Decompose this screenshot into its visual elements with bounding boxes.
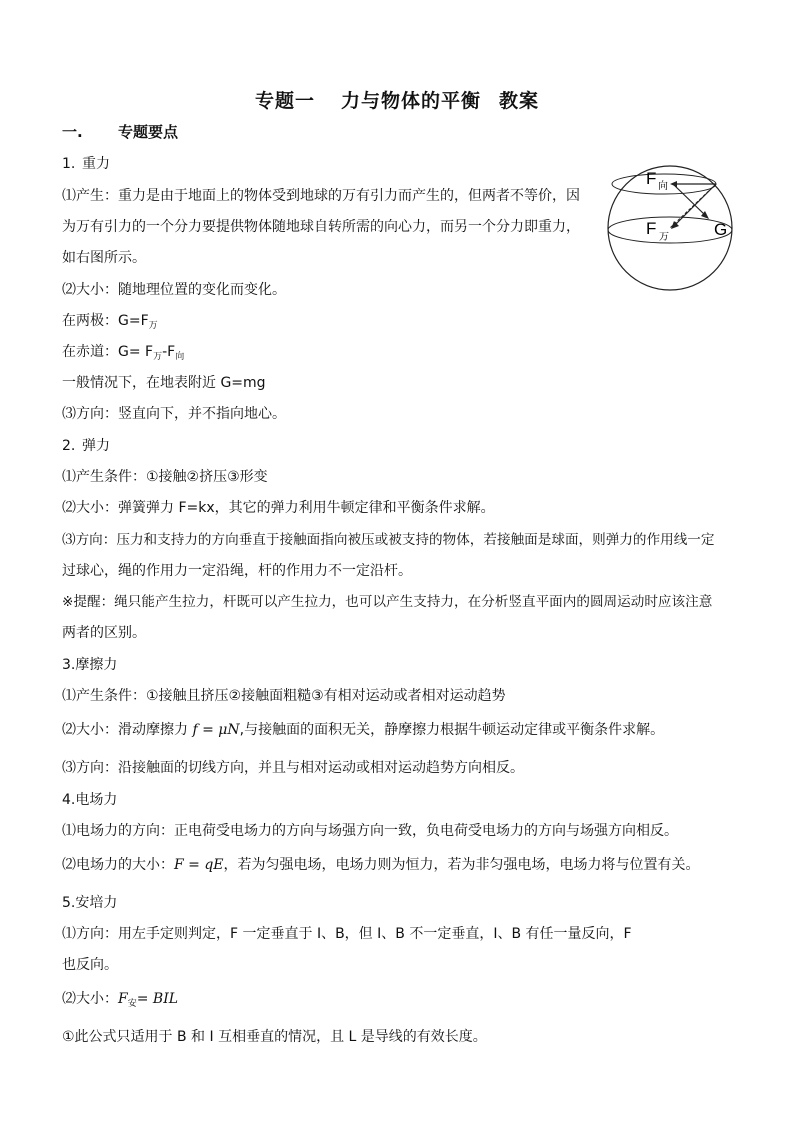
friction-p2 — [62, 720, 664, 740]
ampere-note: ①此公式只适用于 B 和 I 互相垂直的情况，且 L 是导线的有效长度。 — [62, 1029, 487, 1045]
ampere-formula-rest: = BIL — [136, 991, 179, 1007]
elastic-heading-num: 2. — [62, 438, 76, 454]
electric-p2 — [62, 855, 700, 875]
gravity-heading-num: 1. — [62, 156, 76, 172]
gravity-p3: ⑶方向：竖直向下，并不指向地心。 — [62, 406, 286, 422]
gravity-poles-sub: 万 — [148, 321, 158, 331]
gravity-p2: ⑵大小：随地理位置的变化而变化。 — [62, 282, 286, 298]
gravity-p1-line1: ⑴产生：重力是由于地面上的物体受到地球的万有引力而产生的，但两者不等价，因 — [62, 188, 580, 204]
gravity-heading-label: 重力 — [82, 156, 110, 172]
label-f-centripetal: F — [646, 169, 657, 188]
electric-formula: F = qE — [174, 857, 224, 873]
elastic-tip-line2: 两者的区别。 — [62, 625, 146, 641]
electric-p2-rest: ，若为匀强电场，电场力则为恒力，若为非匀强电场，电场力将与位置有关。 — [223, 857, 700, 873]
gravity-equator — [62, 342, 184, 364]
friction-heading: 3.摩擦力 — [62, 657, 118, 673]
electric-p1: ⑴电场力的方向：正电荷受电场力的方向与场强方向一致，负电荷受电场力的方向与场强方向相反。 — [62, 823, 678, 839]
elastic-p3-line1: ⑶方向：压力和支持力的方向垂直于接触面指向被压或被支持的物体，若接触面是球面，则弹力的作用线一定 — [62, 532, 715, 548]
page-title — [0, 86, 794, 113]
elastic-tip-line1: ※提醒：绳只能产生拉力，杆既可以产生拉力，也可以产生支持力，在分析竖直平面内的圆周运动时应该注意 — [62, 594, 713, 610]
elastic-p1: ⑴产生条件：①接触②挤压③形变 — [62, 469, 268, 485]
title-part1: 专题一 — [254, 90, 315, 112]
ampere-heading: 5.安培力 — [62, 895, 118, 911]
friction-p2-rest: ,与接触面的面积无关，静摩擦力根据牛顿运动定律或平衡条件求解。 — [239, 722, 665, 738]
ampere-formula-sub: 安 — [127, 999, 137, 1009]
title-part3: 教案 — [499, 90, 540, 112]
elastic-heading — [62, 436, 110, 456]
elastic-p3-line2: 过球心，绳的作用力一定沿绳，杆的作用力不一定沿杆。 — [62, 563, 412, 579]
section-number: 一. — [62, 123, 83, 141]
electric-p2-text: ⑵电场力的大小： — [62, 857, 174, 873]
gravity-general: 一般情况下，在地表附近 G=mg — [62, 375, 266, 391]
title-part2: 力与物体的平衡 — [340, 90, 481, 112]
section-label: 专题要点 — [118, 123, 179, 141]
label-f-centripetal-sub: 向 — [658, 181, 668, 192]
gravity-equator-minus: -F — [162, 344, 176, 360]
label-f-universal-sub: 万 — [659, 232, 669, 243]
label-g: G — [714, 220, 728, 239]
gravity-p1-line3: 如右图所示。 — [62, 250, 146, 266]
label-f-universal: F — [646, 219, 657, 238]
ampere-p2 — [62, 989, 178, 1011]
ampere-p1-line2: 也反向。 — [62, 957, 118, 973]
gravity-poles — [62, 311, 158, 333]
gravity-heading — [62, 154, 110, 174]
ampere-p2-text: ⑵大小： — [62, 991, 118, 1007]
elastic-p2: ⑵大小：弹簧弹力 F=kx，其它的弹力利用牛顿定律和平衡条件求解。 — [62, 500, 495, 516]
ampere-p1-line1: ⑴方向：用左手定则判定，F 一定垂直于 I、B，但 I、B 不一定垂直，I、B 有任一量反向，F — [62, 926, 632, 942]
friction-p3: ⑶方向：沿接触面的切线方向，并且与相对运动或相对运动趋势方向相反。 — [62, 760, 524, 776]
earth-force-diagram — [600, 162, 740, 292]
gravity-poles-text: 在两极：G=F — [62, 313, 149, 329]
section-heading — [62, 122, 178, 142]
gravity-equator-sub2: 向 — [175, 352, 185, 362]
gravity-equator-text: 在赤道：G= F — [62, 344, 154, 360]
ampere-formula-f: F — [118, 991, 128, 1007]
friction-p1: ⑴产生条件：①接触且挤压②接触面粗糙③有相对运动或者相对运动趋势 — [62, 688, 506, 704]
gravity-equator-sub1: 万 — [153, 352, 163, 362]
elastic-heading-label: 弹力 — [82, 438, 110, 454]
gravity-p1-line2: 为万有引力的一个分力要提供物体随地球自转所需的向心力，而另一个分力即重力， — [62, 219, 580, 235]
friction-formula: f = μN — [192, 722, 240, 738]
electric-heading: 4.电场力 — [62, 792, 118, 808]
friction-p2-text: ⑵大小：滑动摩擦力 — [62, 722, 188, 738]
